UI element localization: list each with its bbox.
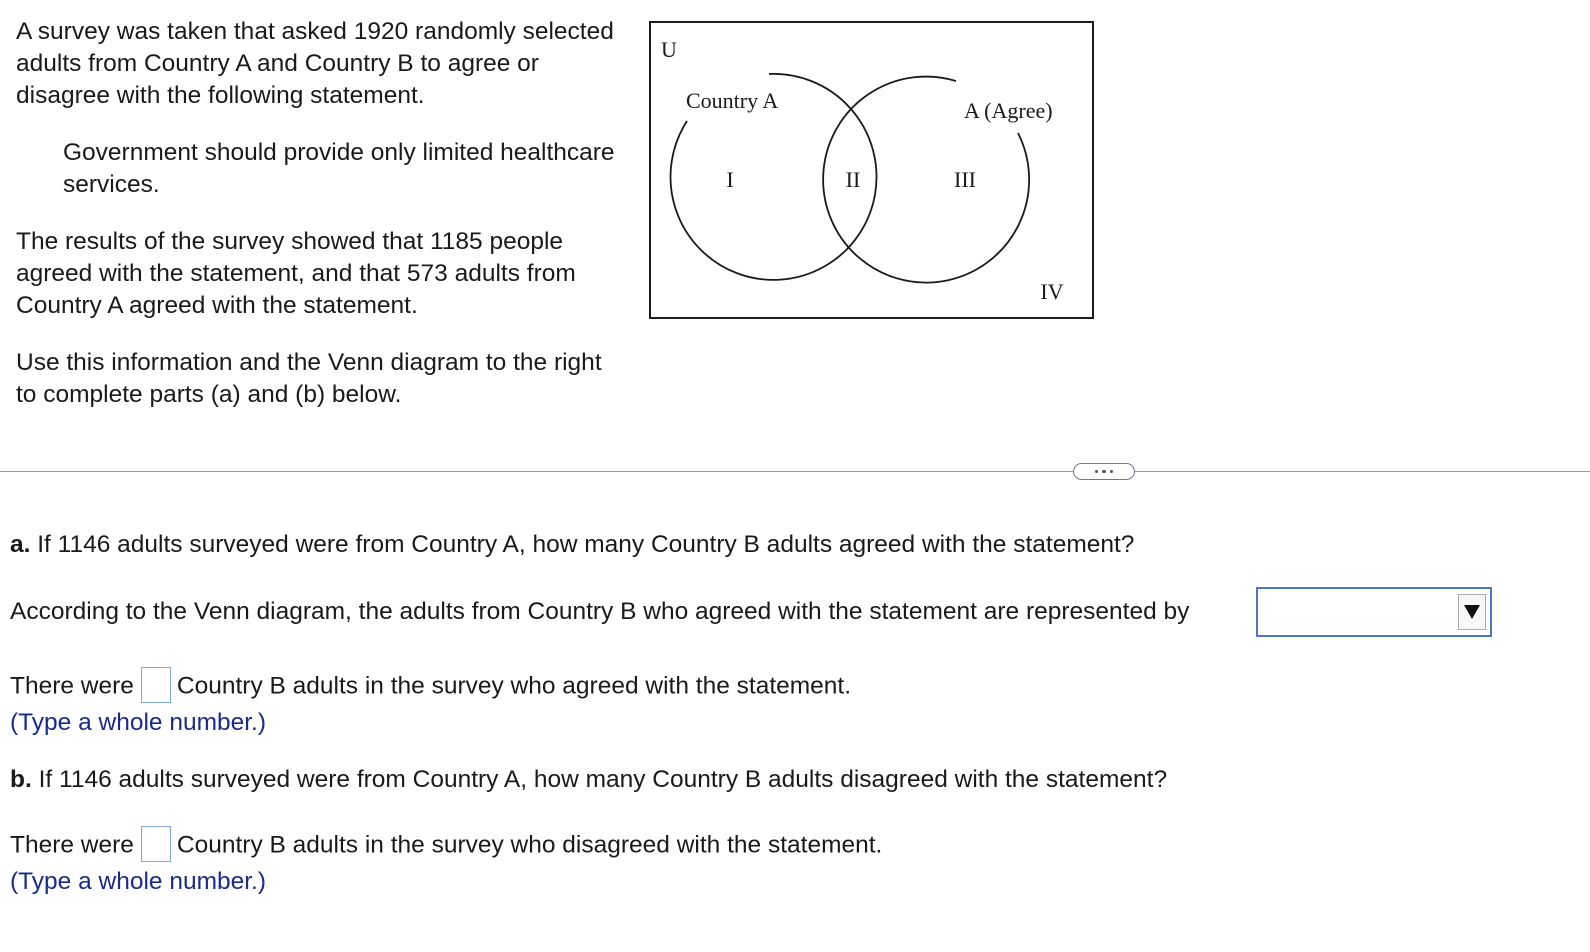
venn-prompt: According to the Venn diagram, the adults from Country B who agreed with the statement are represented by — [10, 598, 1190, 625]
universe-label: U — [661, 37, 677, 62]
part-b-answer-row — [10, 828, 882, 864]
part-b-question — [10, 764, 1167, 796]
part-b-answer-input[interactable] — [141, 826, 171, 862]
part-b-hint: (Type a whole number.) — [10, 868, 267, 895]
part-b-answer-prefix: There were — [10, 831, 134, 859]
part-a-question-text: If 1146 adults surveyed were from Country A, how many Country B adults agreed with the statement? — [37, 531, 1135, 558]
more-options-button[interactable] — [1073, 463, 1135, 480]
part-b-answer-suffix: Country B adults in the survey who disagreed with the statement. — [176, 831, 883, 859]
dropdown-arrow-icon[interactable] — [1458, 594, 1486, 630]
dot-icon — [1110, 470, 1114, 474]
region-select-dropdown[interactable] — [1256, 587, 1492, 637]
part-a-answer-prefix: There were — [10, 672, 134, 700]
dot-icon — [1095, 470, 1099, 474]
part-a-answer-row — [10, 669, 851, 705]
region-iii-label: III — [954, 167, 976, 192]
region-i-label: I — [726, 167, 734, 192]
region-iv-label: IV — [1040, 279, 1064, 304]
region-ii-label: II — [845, 167, 861, 192]
part-a-hint: (Type a whole number.) — [10, 709, 267, 736]
section-divider — [0, 471, 1590, 472]
intro-text: A survey was taken that asked 1920 randomly selected adults from Country A and Country B to agree or disagree with the following statement. — [16, 18, 614, 109]
survey-statement: Government should provide only limited healthcare services. — [63, 139, 615, 198]
survey-results: The results of the survey showed that 1185 people agreed with the statement, and that 573 adults from Country A agreed with the statement. — [16, 228, 576, 319]
part-a-label: a. — [10, 531, 31, 558]
instructions: Use this information and the Venn diagram to the right to complete parts (a) and (b) below. — [16, 349, 602, 408]
part-a-question — [10, 529, 1134, 561]
dot-icon — [1102, 470, 1106, 474]
part-a-answer-input[interactable] — [141, 667, 171, 703]
set-a-label: Country A — [686, 88, 779, 113]
part-b-question-text: If 1146 adults surveyed were from Country A, how many Country B adults disagreed with the statement? — [38, 766, 1168, 793]
part-a-answer-suffix: Country B adults in the survey who agreed with the statement. — [176, 672, 852, 700]
universe-box — [650, 22, 1093, 318]
part-b-label: b. — [10, 766, 32, 793]
problem-intro — [16, 16, 626, 411]
venn-diagram — [649, 21, 1097, 322]
set-b-label: A (Agree) — [964, 98, 1053, 123]
